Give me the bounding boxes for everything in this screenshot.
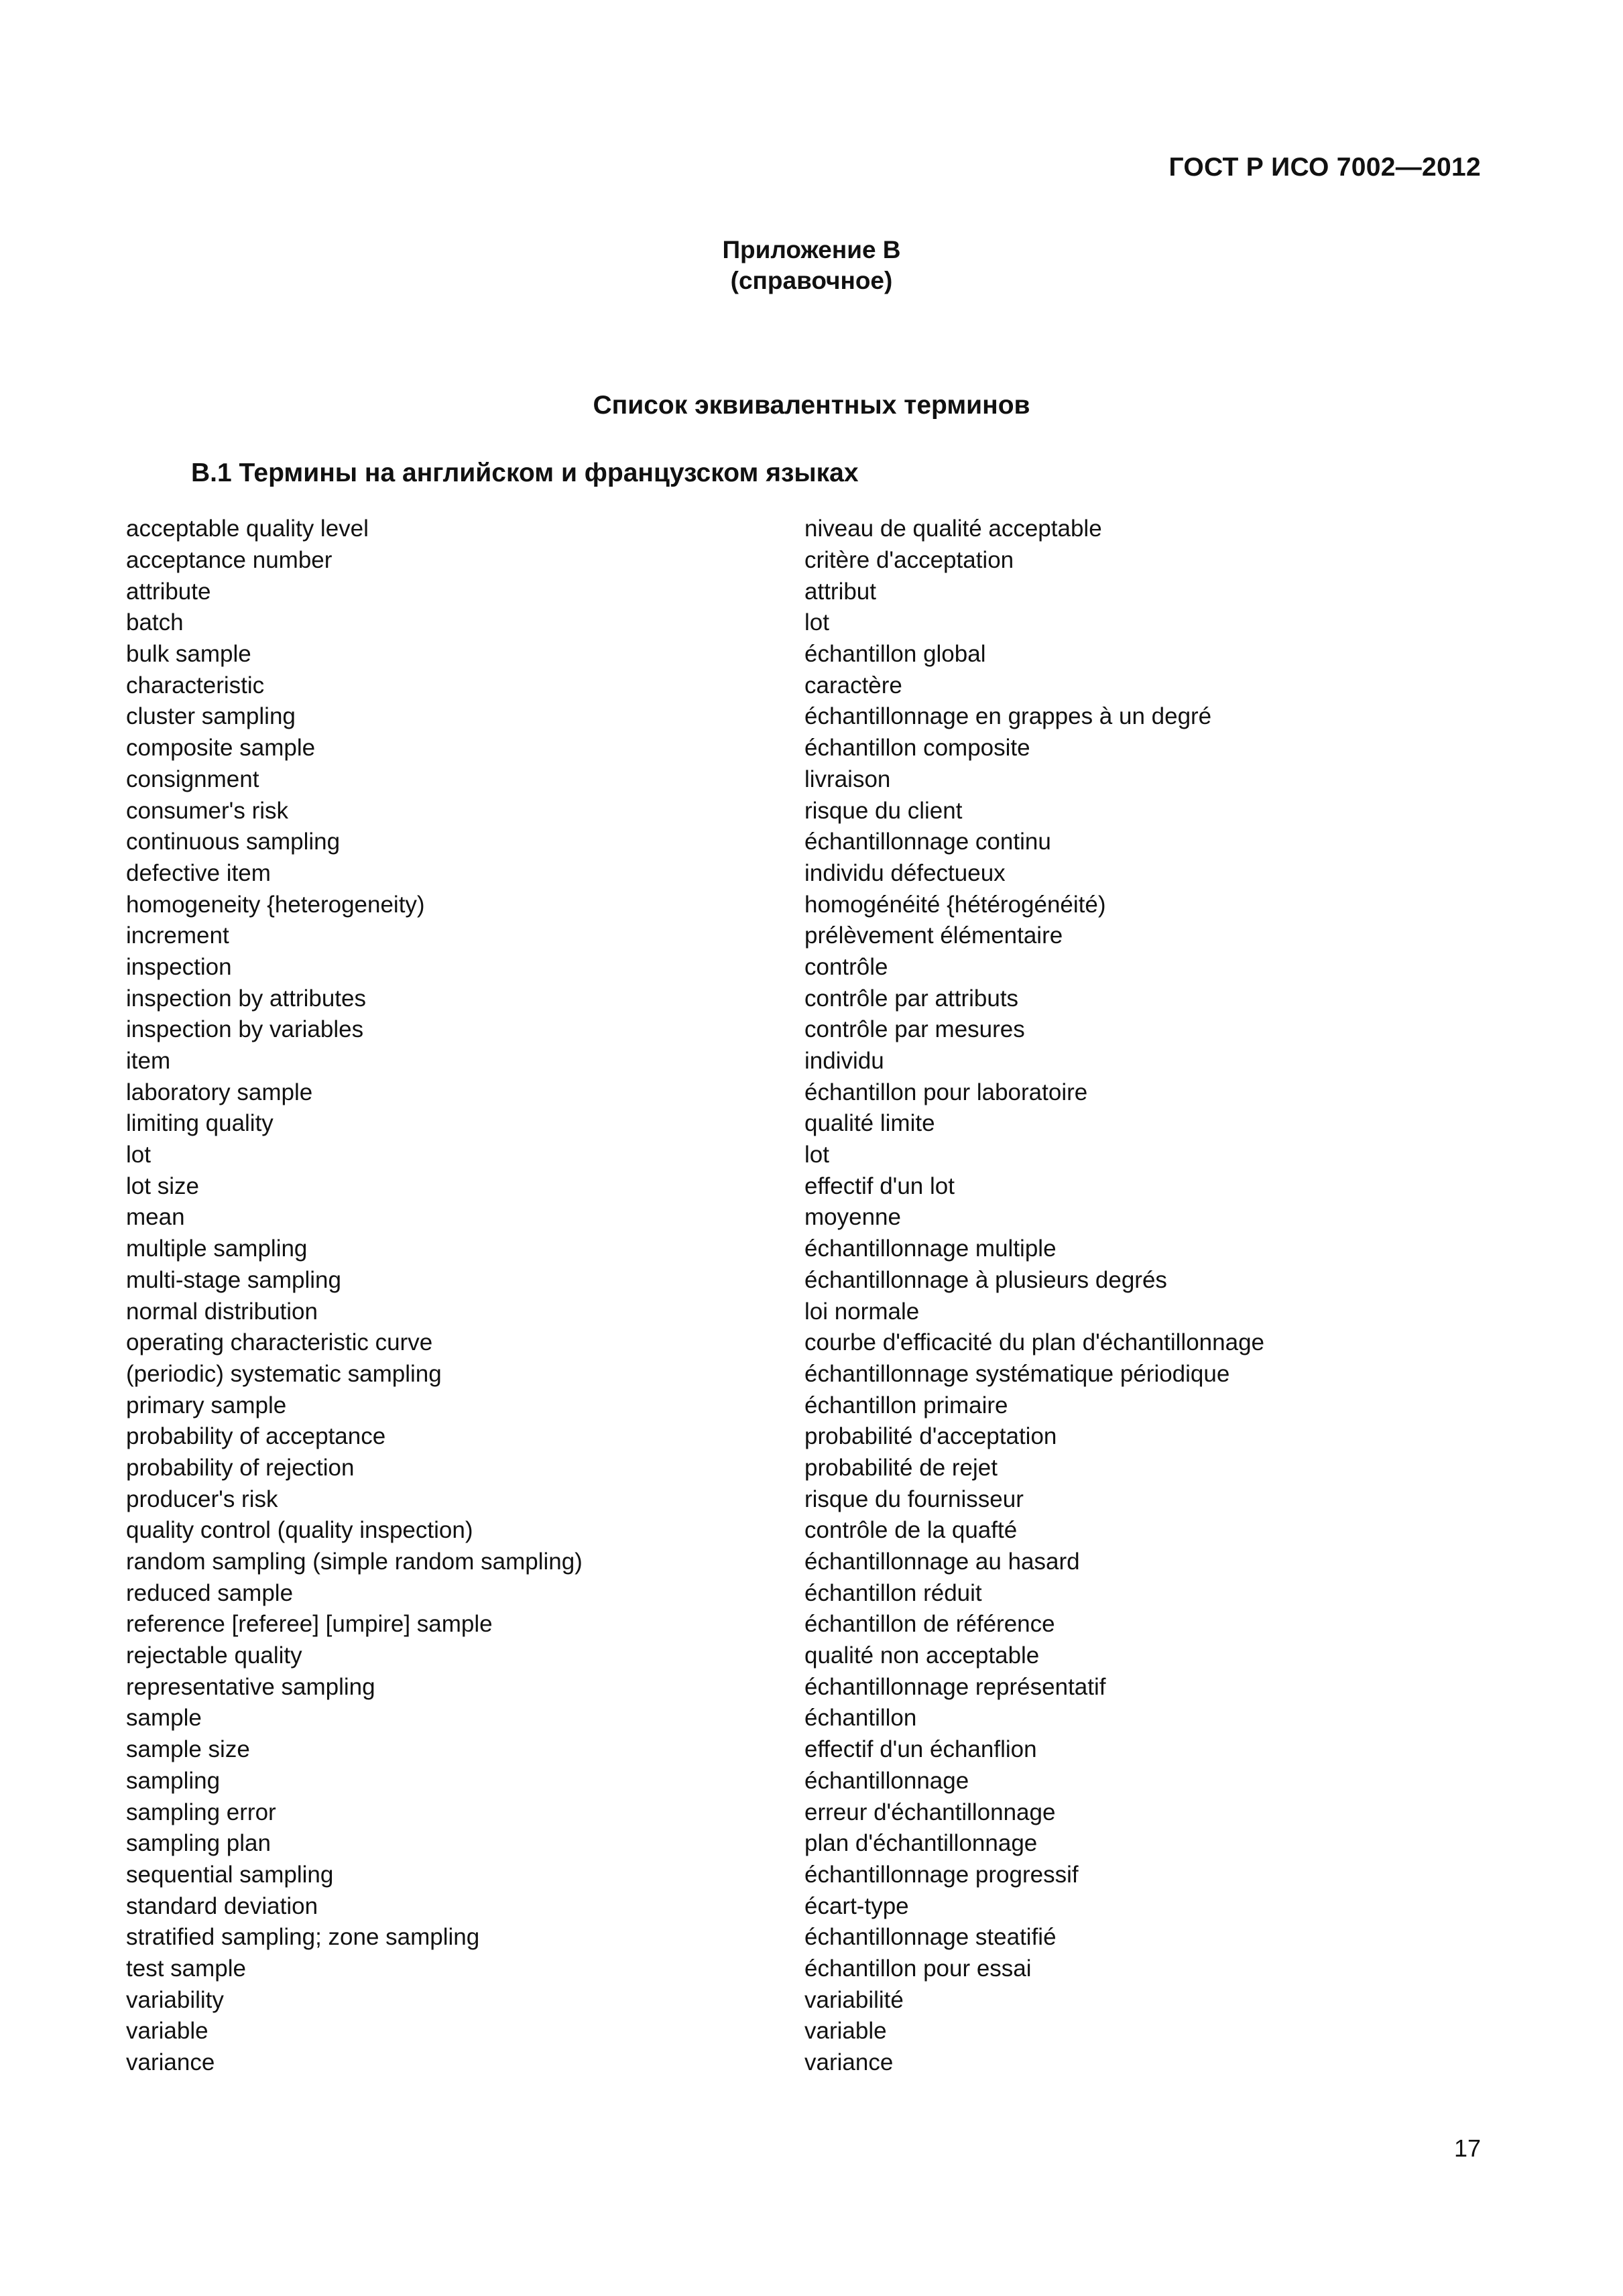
term-french: échantillonnage steatifié [804,1924,1057,1951]
term-french: échantillonnage continu [804,829,1051,855]
term-french: échantillonnage multiple [804,1235,1057,1262]
term-french: variable [804,2018,887,2045]
term-row [126,1734,1467,1766]
term-row [126,1296,1467,1327]
document-code: ГОСТ Р ИСО 7002—2012 [1168,153,1481,182]
term-english: lot size [126,1172,199,1199]
term-english: defective item [126,859,271,886]
term-row [126,1766,1467,1797]
term-french: effectif d'un lot [804,1172,955,1199]
term-row [126,1577,1467,1609]
term-french: probabilité de rejet [804,1454,998,1481]
term-english: sampling plan [126,1830,271,1857]
term-french: probabilité d'acceptation [804,1423,1057,1450]
term-english: laboratory sample [126,1079,313,1105]
term-row [126,1170,1467,1202]
term-french: loi normale [804,1298,920,1325]
term-english: sample size [126,1736,250,1763]
term-english: multiple sampling [126,1235,308,1262]
term-french: plan d'échantillonnage [804,1830,1038,1857]
term-english: random sampling (simple random sampling) [126,1549,583,1575]
term-french: échantillon pour essai [804,1955,1032,1982]
term-row [126,607,1467,639]
term-french: caractère [804,672,902,699]
term-english: mean [126,1204,185,1231]
annex-label-block [0,235,1623,296]
term-row [126,1327,1467,1359]
term-french: homogénéité {hétérogénéité) [804,891,1106,918]
term-english: reference [referee] [umpire] sample [126,1611,493,1638]
term-english: stratified sampling; zone sampling [126,1924,480,1951]
term-french: erreur d'échantillonnage [804,1799,1056,1825]
term-row [126,1140,1467,1171]
term-french: qualité non acceptable [804,1642,1040,1669]
term-english: primary sample [126,1392,287,1418]
term-row [126,1828,1467,1860]
term-row [126,1453,1467,1484]
term-row [126,670,1467,701]
term-english: lot [126,1142,151,1168]
term-french: échantillon composite [804,735,1030,762]
term-row [126,795,1467,827]
term-french: livraison [804,766,891,792]
term-row [126,1984,1467,2016]
term-english: consignment [126,766,259,792]
term-french: effectif d'un échanflion [804,1736,1037,1763]
term-french: individu défectueux [804,859,1006,886]
term-french: variabilité [804,1986,904,2013]
term-row [126,576,1467,607]
term-row [126,1953,1467,1985]
term-english: inspection by variables [126,1016,364,1043]
term-row [126,1108,1467,1140]
term-english: increment [126,922,229,949]
term-english: rejectable quality [126,1642,302,1669]
term-row [126,1671,1467,1703]
term-french: courbe d'efficacité du plan d'échantillonnage [804,1329,1265,1356]
term-french: échantillon réduit [804,1579,982,1606]
term-row [126,1233,1467,1265]
term-french: lot [804,609,829,636]
term-english: variable [126,2018,208,2045]
term-row [126,2016,1467,2047]
annex-status: (справочное) [730,267,893,294]
term-french: prélèvement élémentaire [804,922,1063,949]
term-french: échantillonnage systématique périodique [804,1360,1230,1387]
term-row [126,1077,1467,1108]
term-row [126,1515,1467,1547]
term-english: multi-stage sampling [126,1266,341,1293]
term-row [126,920,1467,952]
term-english: sampling [126,1767,221,1794]
term-english: attribute [126,578,211,605]
term-french: risque du client [804,797,963,824]
term-row [126,1703,1467,1734]
term-english: characteristic [126,672,265,699]
term-french: échantillonnage [804,1767,969,1794]
term-french: critère d'acceptation [804,547,1014,574]
term-english: acceptable quality level [126,516,369,542]
term-english: test sample [126,1955,246,1982]
term-row [126,889,1467,920]
term-english: acceptance number [126,547,333,574]
term-row [126,639,1467,670]
term-row [126,545,1467,577]
term-row [126,513,1467,545]
term-english: producer's risk [126,1486,278,1512]
term-english: homogeneity {heterogeneity) [126,891,425,918]
term-english: sample [126,1705,202,1732]
term-english: probability of acceptance [126,1423,386,1450]
term-french: risque du fournisseur [804,1486,1024,1512]
term-french: échantillon pour laboratoire [804,1079,1088,1105]
term-row [126,827,1467,858]
term-french: échantillon global [804,641,986,668]
term-row [126,1265,1467,1296]
term-french: attribut [804,578,876,605]
term-french: individu [804,1048,884,1075]
term-row [126,1609,1467,1640]
term-row [126,1390,1467,1421]
term-row [126,2047,1467,2079]
term-row [126,733,1467,764]
term-french: niveau de qualité acceptable [804,516,1102,542]
term-english: variance [126,2049,215,2076]
term-french: contrôle de la quafté [804,1517,1018,1544]
term-english: limiting quality [126,1110,274,1137]
term-english: consumer's risk [126,797,289,824]
term-row [126,764,1467,796]
term-row [126,1890,1467,1922]
term-english: composite sample [126,735,316,762]
page-number: 17 [1453,2134,1481,2162]
term-english: sampling error [126,1799,276,1825]
term-english: sequential sampling [126,1861,334,1888]
term-french: variance [804,2049,894,2076]
term-english: operating characteristic curve [126,1329,433,1356]
term-french: échantillonnage progressif [804,1861,1079,1888]
term-english: quality control (quality inspection) [126,1517,473,1544]
term-french: qualité limite [804,1110,935,1137]
term-english: variability [126,1986,224,2013]
term-english: representative sampling [126,1673,375,1700]
term-english: probability of rejection [126,1454,355,1481]
term-row [126,1484,1467,1515]
term-french: échantillonnage en grappes à un degré [804,703,1212,730]
term-row [126,983,1467,1014]
term-french: échantillonnage au hasard [804,1549,1080,1575]
term-french: échantillonnage à plusieurs degrés [804,1266,1167,1293]
section-heading: В.1 Термины на английском и французском языках [191,459,859,487]
term-french: moyenne [804,1204,901,1231]
term-row [126,701,1467,733]
annex-title: Список эквивалентных терминов [593,391,1030,420]
term-english: bulk sample [126,641,251,668]
term-row [126,1922,1467,1953]
term-english: (periodic) systematic sampling [126,1360,442,1387]
annex-label: Приложение В [722,236,901,263]
term-row [126,1421,1467,1453]
term-english: inspection [126,953,232,980]
term-english: inspection by attributes [126,985,366,1012]
term-english: cluster sampling [126,703,296,730]
term-english: normal distribution [126,1298,318,1325]
term-row [126,1014,1467,1046]
term-french: écart-type [804,1892,909,1919]
term-row [126,1359,1467,1390]
term-english: reduced sample [126,1579,294,1606]
term-french: échantillon [804,1705,917,1732]
term-french: contrôle par attributs [804,985,1019,1012]
terms-table [126,513,1467,2078]
term-french: contrôle [804,953,888,980]
term-row [126,1547,1467,1578]
term-row [126,1640,1467,1672]
term-row [126,858,1467,890]
term-french: échantillon de référence [804,1611,1055,1638]
term-row [126,1797,1467,1828]
term-english: continuous sampling [126,829,341,855]
term-french: échantillonnage représentatif [804,1673,1106,1700]
term-english: item [126,1048,171,1075]
term-french: échantillon primaire [804,1392,1008,1418]
term-french: contrôle par mesures [804,1016,1025,1043]
term-row [126,1202,1467,1233]
term-row [126,952,1467,983]
term-english: batch [126,609,184,636]
term-french: lot [804,1142,829,1168]
term-row [126,1860,1467,1891]
term-row [126,1046,1467,1077]
term-english: standard deviation [126,1892,318,1919]
